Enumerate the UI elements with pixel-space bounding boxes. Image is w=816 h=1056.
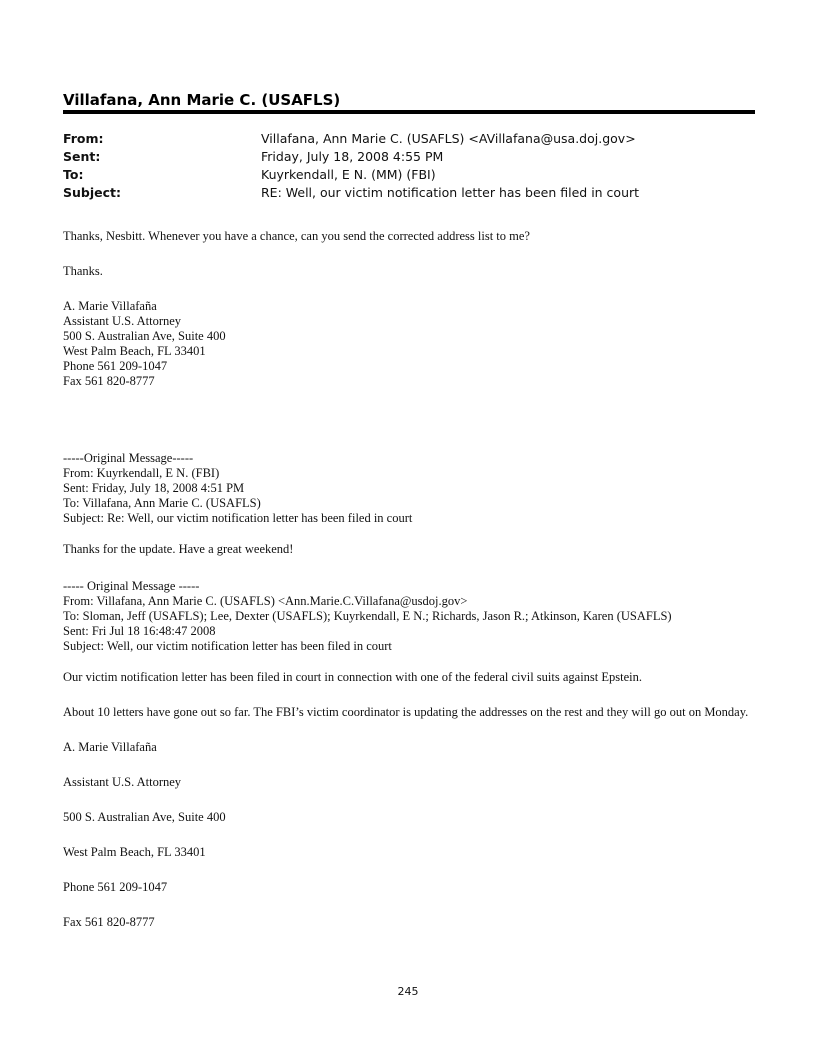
to-label: To:: [63, 167, 84, 182]
signature-line: Fax 561 820-8777: [63, 374, 155, 388]
original-message-2: [63, 579, 763, 930]
signature-line: A. Marie Villafaña: [63, 740, 157, 754]
original-from: From: Villafana, Ann Marie C. (USAFLS) <Ann.Marie.C.Villafana@usdoj.gov>: [63, 594, 468, 608]
original-sent: Sent: Fri Jul 18 16:48:47 2008: [63, 624, 216, 638]
from-value: Villafana, Ann Marie C. (USAFLS) <AVillafana@usa.doj.gov>: [261, 131, 636, 146]
original-message-1: [63, 451, 763, 557]
signature-line: 500 S. Australian Ave, Suite 400: [63, 810, 226, 824]
signature-line: Phone 561 209-1047: [63, 359, 168, 373]
sent-value: Friday, July 18, 2008 4:55 PM: [261, 149, 444, 164]
email-body: [63, 229, 763, 930]
original-marker: ----- Original Message -----: [63, 579, 200, 593]
signature-line: West Palm Beach, FL 33401: [63, 344, 206, 358]
original-to: To: Sloman, Jeff (USAFLS); Lee, Dexter (USAFLS); Kuyrkendall, E N.; Richards, Jason R.; Atkinson, Karen (USAFLS): [63, 609, 672, 623]
reply-thanks: Thanks.: [63, 264, 103, 278]
original-para-2: About 10 letters have gone out so far. The FBI’s victim coordinator is updating the addresses on the rest and they will go out on Monday.: [63, 705, 749, 719]
email-header: [63, 130, 763, 202]
reply-text: Thanks, Nesbitt. Whenever you have a chance, can you send the corrected address list to me?: [63, 229, 530, 243]
signature-line: Phone 561 209-1047: [63, 880, 168, 894]
page-title: Villafana, Ann Marie C. (USAFLS): [63, 91, 341, 109]
from-label: From:: [63, 131, 104, 146]
signature-line: 500 S. Australian Ave, Suite 400: [63, 329, 226, 343]
signature-line: Fax 561 820-8777: [63, 915, 155, 929]
signature-line: West Palm Beach, FL 33401: [63, 845, 206, 859]
original-subject: Subject: Re: Well, our victim notification letter has been filed in court: [63, 511, 413, 525]
signature-line: Assistant U.S. Attorney: [63, 775, 182, 789]
original-to: To: Villafana, Ann Marie C. (USAFLS): [63, 496, 261, 510]
original-body: Thanks for the update. Have a great weekend!: [63, 542, 294, 556]
from-row: [63, 130, 763, 148]
subject-value: RE: Well, our victim notification letter has been filed in court: [261, 185, 640, 200]
page-number: 245: [397, 985, 419, 998]
original-subject: Subject: Well, our victim notification letter has been filed in court: [63, 639, 392, 653]
signature-line: A. Marie Villafaña: [63, 299, 157, 313]
original-sent: Sent: Friday, July 18, 2008 4:51 PM: [63, 481, 245, 495]
sent-label: Sent:: [63, 149, 101, 164]
sent-row: [63, 148, 763, 166]
reply-signature: [63, 299, 763, 389]
subject-row: [63, 184, 763, 202]
title-divider: [63, 110, 755, 114]
signature-line: Assistant U.S. Attorney: [63, 314, 182, 328]
original-marker: -----Original Message-----: [63, 451, 194, 465]
to-row: [63, 166, 763, 184]
original-from: From: Kuyrkendall, E N. (FBI): [63, 466, 220, 480]
subject-label: Subject:: [63, 185, 121, 200]
original-para-1: Our victim notification letter has been filed in court in connection with one of the federal civil suits against Epstein.: [63, 670, 643, 684]
to-value: Kuyrkendall, E N. (MM) (FBI): [261, 167, 436, 182]
